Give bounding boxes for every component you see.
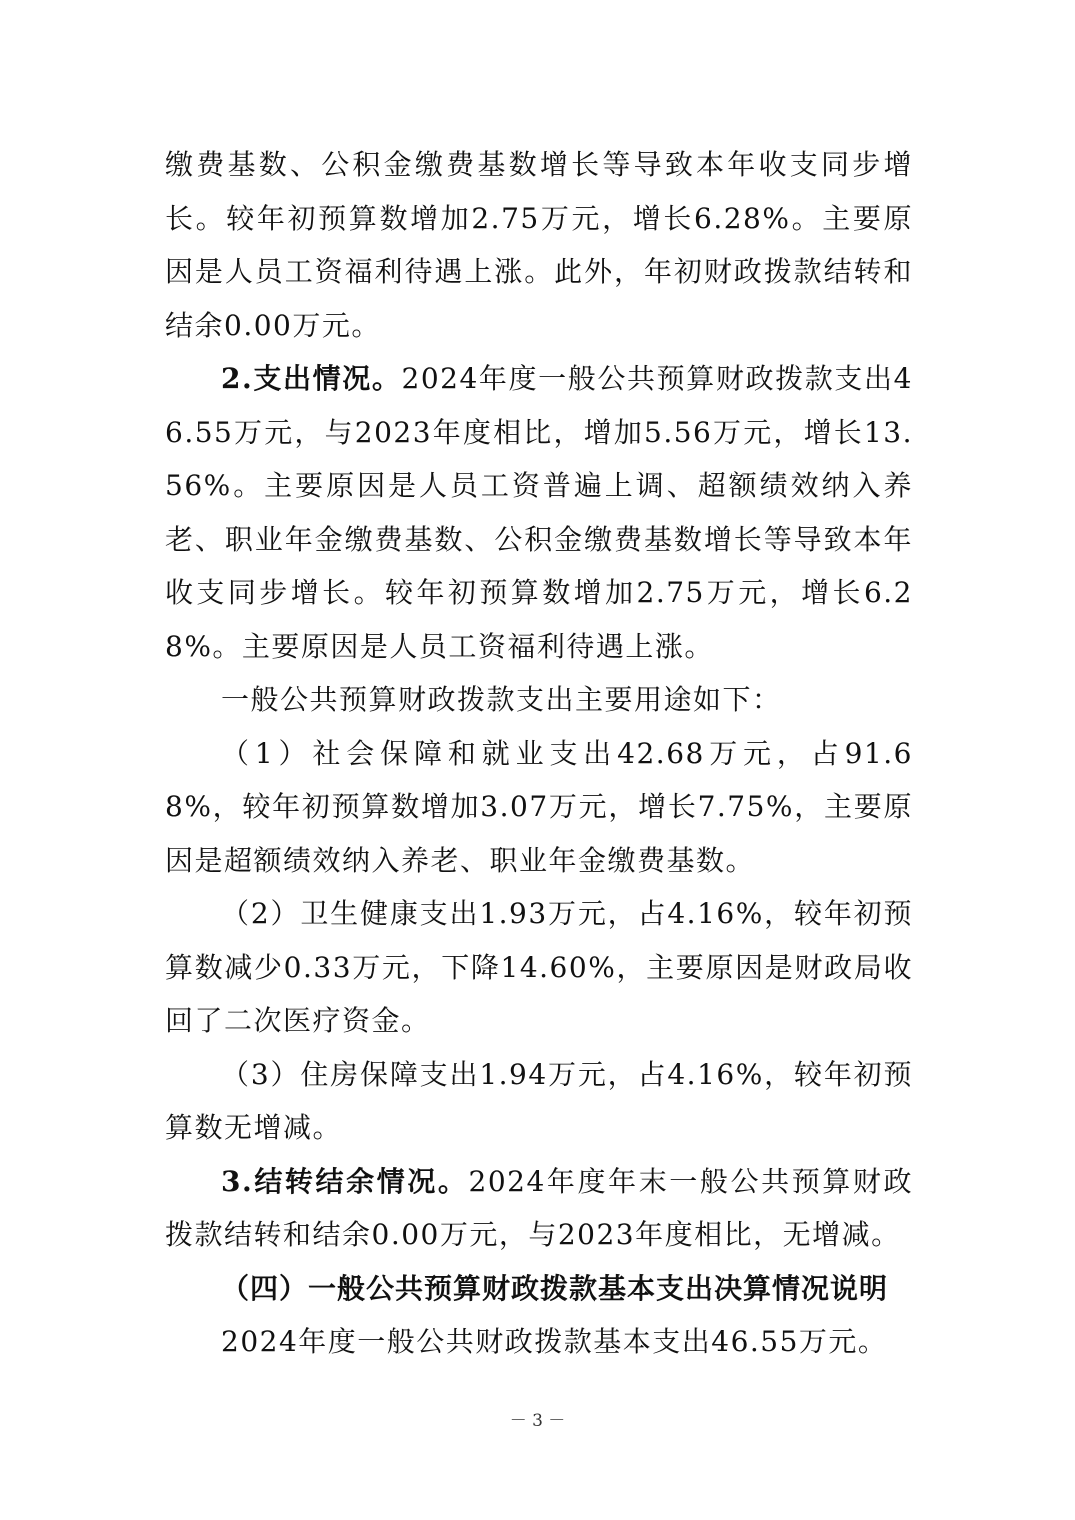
- paragraph-health: （2）卫生健康支出1.93万元，占4.16%，较年初预算数减少0.33万元，下降14.60%，主要原因是财政局收回了二次医疗资金。: [165, 897, 913, 1037]
- expenditure-text: 2024年度一般公共预算财政拨款支出46.55万元，与2023年度相比，增加5.56万元，增长13.56%。主要原因是人员工资普遍上调、超额绩效纳入养老、职业年金缴费基数、公积金缴费基数增长等导致本年收支同步增长。较年初预算数增加2.75万元，增长6.28%。主要原因是人员工资福利待遇上涨。: [165, 362, 913, 663]
- paragraph-housing: （3）住房保障支出1.94万元，占4.16%，较年初预算数无增减。: [165, 1057, 913, 1144]
- body-text: [165, 138, 913, 1369]
- paragraph-income-continuation: 缴费基数、公积金缴费基数增长等导致本年收支同步增长。较年初预算数增加2.75万元，增长6.28%。主要原因是人员工资福利待遇上涨。此外，年初财政拨款结转和结余0.00万元。: [165, 148, 913, 342]
- paragraph-basic-expenditure: 2024年度一般公共财政拨款基本支出46.55万元。: [221, 1325, 888, 1358]
- expenditure-heading: 2.支出情况。: [221, 362, 402, 395]
- page-number: － 3 －: [509, 1411, 566, 1431]
- carryover-text: 2024年度年末一般公共预算财政拨款结转和结余0.00万元，与2023年度相比，无增减。: [165, 1164, 913, 1251]
- section-heading: （四）一般公共预算财政拨款基本支出决算情况说明: [221, 1271, 889, 1305]
- paragraph-expenditure: [165, 352, 913, 673]
- paragraph-carryover: [165, 1155, 913, 1262]
- paragraph-usage-intro: 一般公共预算财政拨款支出主要用途如下：: [221, 683, 782, 716]
- paragraph-social-security: （1）社会保障和就业支出42.68万元，占91.68%，较年初预算数增加3.07万元，增长7.75%，主要原因是超额绩效纳入养老、职业年金缴费基数。: [165, 736, 913, 877]
- carryover-heading: 3.结转结余情况。: [221, 1164, 469, 1198]
